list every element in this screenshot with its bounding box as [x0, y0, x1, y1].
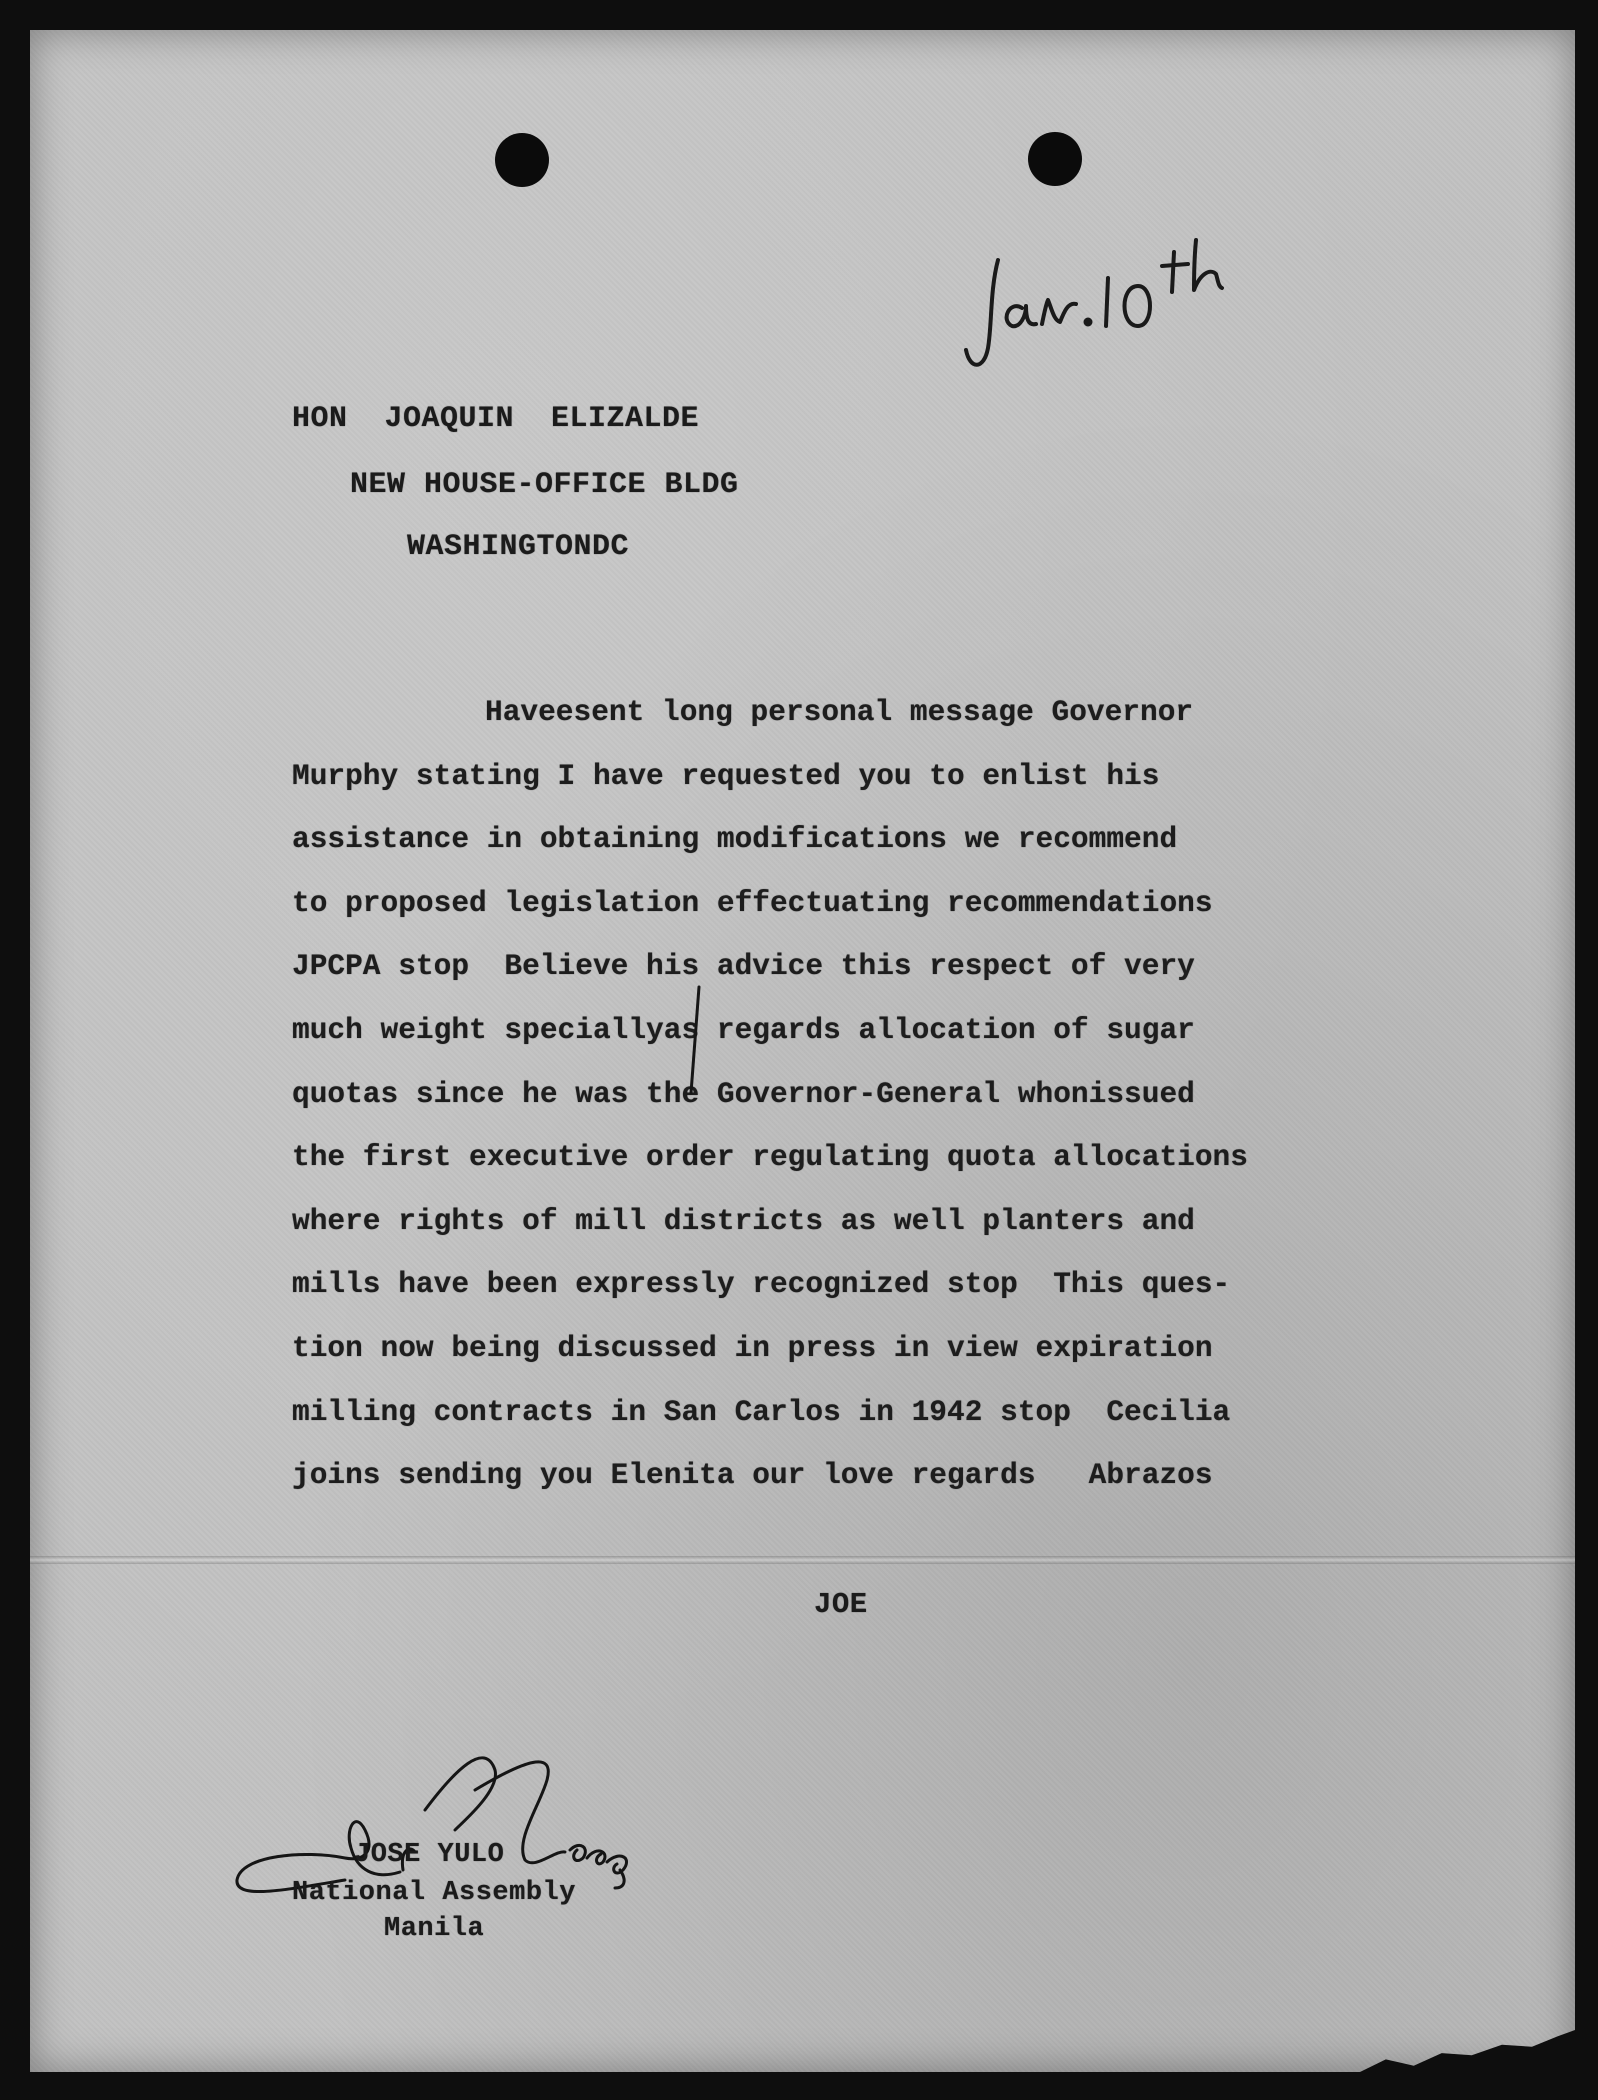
body-line: assistance in obtaining modifications we recommend: [292, 822, 1178, 857]
punch-hole-right: [1028, 132, 1082, 186]
body-line: milling contracts in San Carlos in 1942 stop Cecilia: [292, 1394, 1231, 1429]
fold-crease: [30, 1556, 1575, 1564]
body-line: JPCPA stop Believe his advice this respect of very: [292, 949, 1195, 984]
body-line: where rights of mill districts as well planters and: [292, 1203, 1195, 1238]
body-line: tion now being discussed in press in view expiration: [292, 1330, 1213, 1365]
recipient-building: NEW HOUSE-OFFICE BLDG: [350, 468, 739, 502]
body-line: Haveesent long personal message Governor: [485, 695, 1194, 729]
recipient-city: WASHINGTONDC: [407, 530, 630, 564]
closing-signoff: JOE: [814, 1588, 868, 1621]
signer-organization: National Assembly: [292, 1878, 576, 1908]
body-line: the first executive order regulating quota allocations: [292, 1140, 1248, 1175]
body-line: mills have been expressly recognized stop This ques-: [292, 1267, 1231, 1302]
signer-name: JOSE YULO: [354, 1840, 505, 1870]
signer-city: Manila: [384, 1914, 485, 1944]
body-line: much weight speciallyas regards allocation of sugar: [292, 1012, 1195, 1047]
body-line: to proposed legislation effectuating recommendations: [292, 885, 1213, 920]
body-line: quotas since he was the Governor-General whonissued: [292, 1076, 1195, 1111]
body-line: Murphy stating I have requested you to enlist his: [292, 758, 1160, 793]
handwritten-date: [960, 230, 1280, 380]
pen-correction-mark: [688, 985, 702, 1095]
punch-hole-left: [495, 133, 549, 187]
body-line: joins sending you Elenita our love regards Abrazos: [292, 1458, 1213, 1493]
recipient-name: HON JOAQUIN ELIZALDE: [292, 402, 700, 436]
message-body: [292, 690, 1352, 1517]
